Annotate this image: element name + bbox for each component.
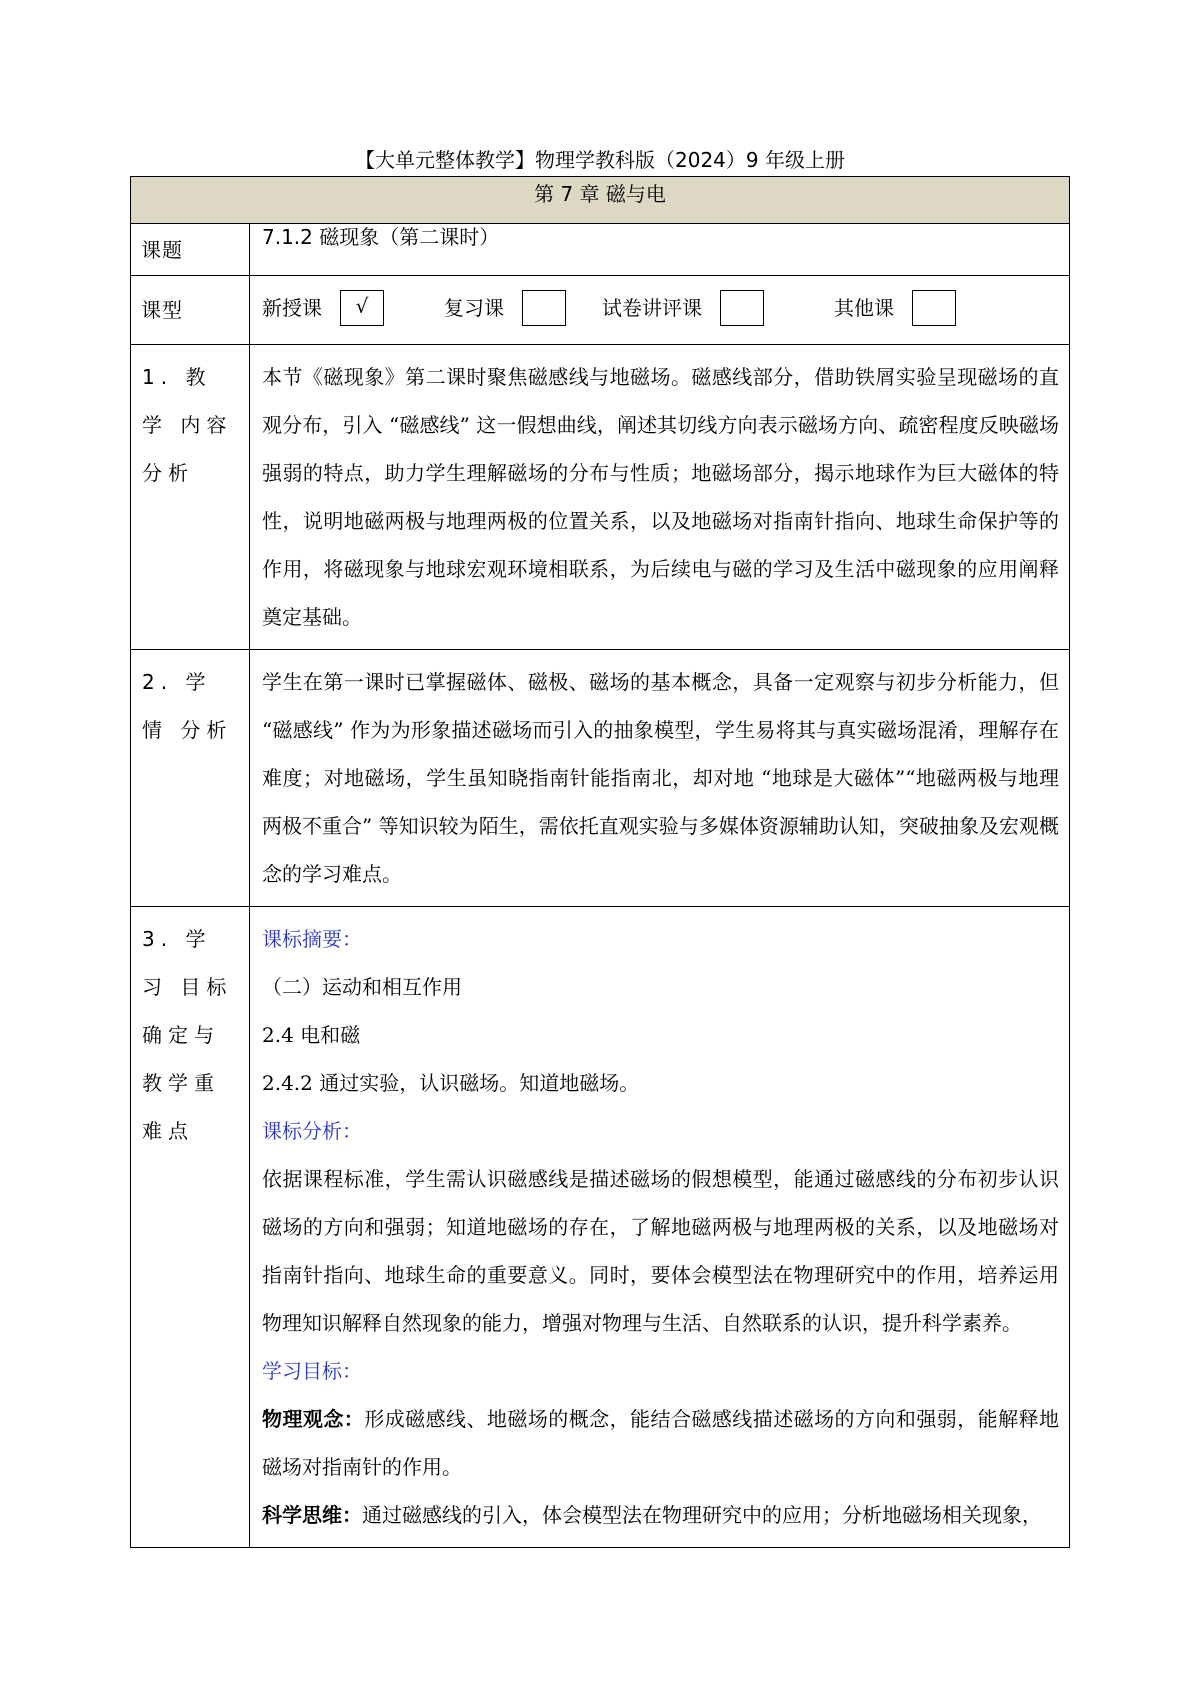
lesson-type-options <box>250 276 1070 345</box>
checkbox-other[interactable] <box>912 290 956 326</box>
standard-line: 2.4.2 通过实验，认识磁场。知道地磁场。 <box>262 1071 640 1095</box>
lesson-type-row <box>131 276 1070 345</box>
option-label: 其他课 <box>834 296 894 320</box>
option-other <box>834 284 956 332</box>
option-label: 试卷讲评课 <box>602 296 702 320</box>
standard-heading: 课标摘要： <box>262 927 362 951</box>
section1-label: 1. 教 学 内容分析 <box>131 345 250 650</box>
analysis-heading: 课标分析： <box>262 1119 362 1143</box>
checkbox-new-lesson[interactable]: √ <box>340 290 384 326</box>
goal-physics-concept <box>262 1395 1059 1491</box>
lesson-type-label: 课型 <box>131 276 250 345</box>
page-title: 【大单元整体教学】物理学教科版（2024）9 年级上册 <box>355 148 845 172</box>
option-review-lesson <box>444 284 566 332</box>
standard-line: （二）运动和相互作用 <box>262 975 462 999</box>
analysis-text: 依据课程标准，学生需认识磁感线是描述磁场的假想模型，能通过磁感线的分布初步认识磁场的方向和强弱；知道地磁场的存在，了解地磁两极与地理两极的关系，以及地磁场对指南针指向、地球生命的重要意义。同时，要体会模型法在物理研究中的作用，培养运用物理知识解释自然现象的能力，增强对物理与生活、自然联系的认识，提升科学素养。 <box>262 1167 1059 1335</box>
chapter-title: 第 7 章 磁与电 <box>131 177 1070 224</box>
goals-heading: 学习目标： <box>262 1359 362 1383</box>
lesson-plan-table <box>130 176 1070 1548</box>
goal-text: 通过磁感线的引入，体会模型法在物理研究中的应用；分析地磁场相关现象， <box>362 1503 1042 1527</box>
section1-text: 本节《磁现象》第二课时聚焦磁感线与地磁场。磁感线部分，借助铁屑实验呈现磁场的直观分布，引入 “磁感线” 这一假想曲线，阐述其切线方向表示磁场方向、疏密程度反映磁场强弱的特点，助力学生理解磁场的分布与性质；地磁场部分，揭示地球作为巨大磁体的特性，说明地磁两极与地理两极的位置关系，以及地磁场对指南针指向、地球生命保护等的作用，将磁现象与地球宏观环境相联系，为后续电与磁的学习及生活中磁现象的应用阐释奠定基础。 <box>250 345 1070 650</box>
goal-title: 科学思维： <box>262 1503 362 1527</box>
option-exam-review <box>602 284 764 332</box>
section1-row <box>131 345 1070 650</box>
section2-row <box>131 650 1070 907</box>
chapter-row <box>131 177 1070 224</box>
checkbox-review-lesson[interactable] <box>522 290 566 326</box>
standard-line: 2.4 电和磁 <box>262 1023 361 1047</box>
section3-content <box>250 907 1070 1548</box>
checkbox-exam-review[interactable] <box>720 290 764 326</box>
goal-scientific-thinking <box>262 1491 1059 1539</box>
section2-text: 学生在第一课时已掌握磁体、磁极、磁场的基本概念，具备一定观察与初步分析能力，但 “磁感线” 作为为形象描述磁场而引入的抽象模型，学生易将其与真实磁场混淆，理解存在难度；对地磁场，学生虽知晓指南针能指南北，却对地 “地球是大磁体”“地磁两极与地理两极不重合” 等知识较为陌生，需依托直观实验与多媒体资源辅助认知，突破抽象及宏观概念的学习难点。 <box>250 650 1070 907</box>
lesson-row <box>131 224 1070 276</box>
option-label: 新授课 <box>262 296 322 320</box>
section2-label: 2. 学 情 分析 <box>131 650 250 907</box>
option-new-lesson <box>262 284 384 332</box>
lesson-label: 课题 <box>131 224 250 276</box>
section3-row <box>131 907 1070 1548</box>
goal-text: 形成磁感线、地磁场的概念，能结合磁感线描述磁场的方向和强弱，能解释地磁场对指南针的作用。 <box>262 1407 1060 1479</box>
goal-title: 物理观念： <box>262 1407 365 1431</box>
option-label: 复习课 <box>444 296 504 320</box>
section3-label: 3. 学 习 目标确定与教学重难点 <box>131 907 250 1548</box>
lesson-value: 7.1.2 磁现象（第二课时） <box>250 224 1070 276</box>
